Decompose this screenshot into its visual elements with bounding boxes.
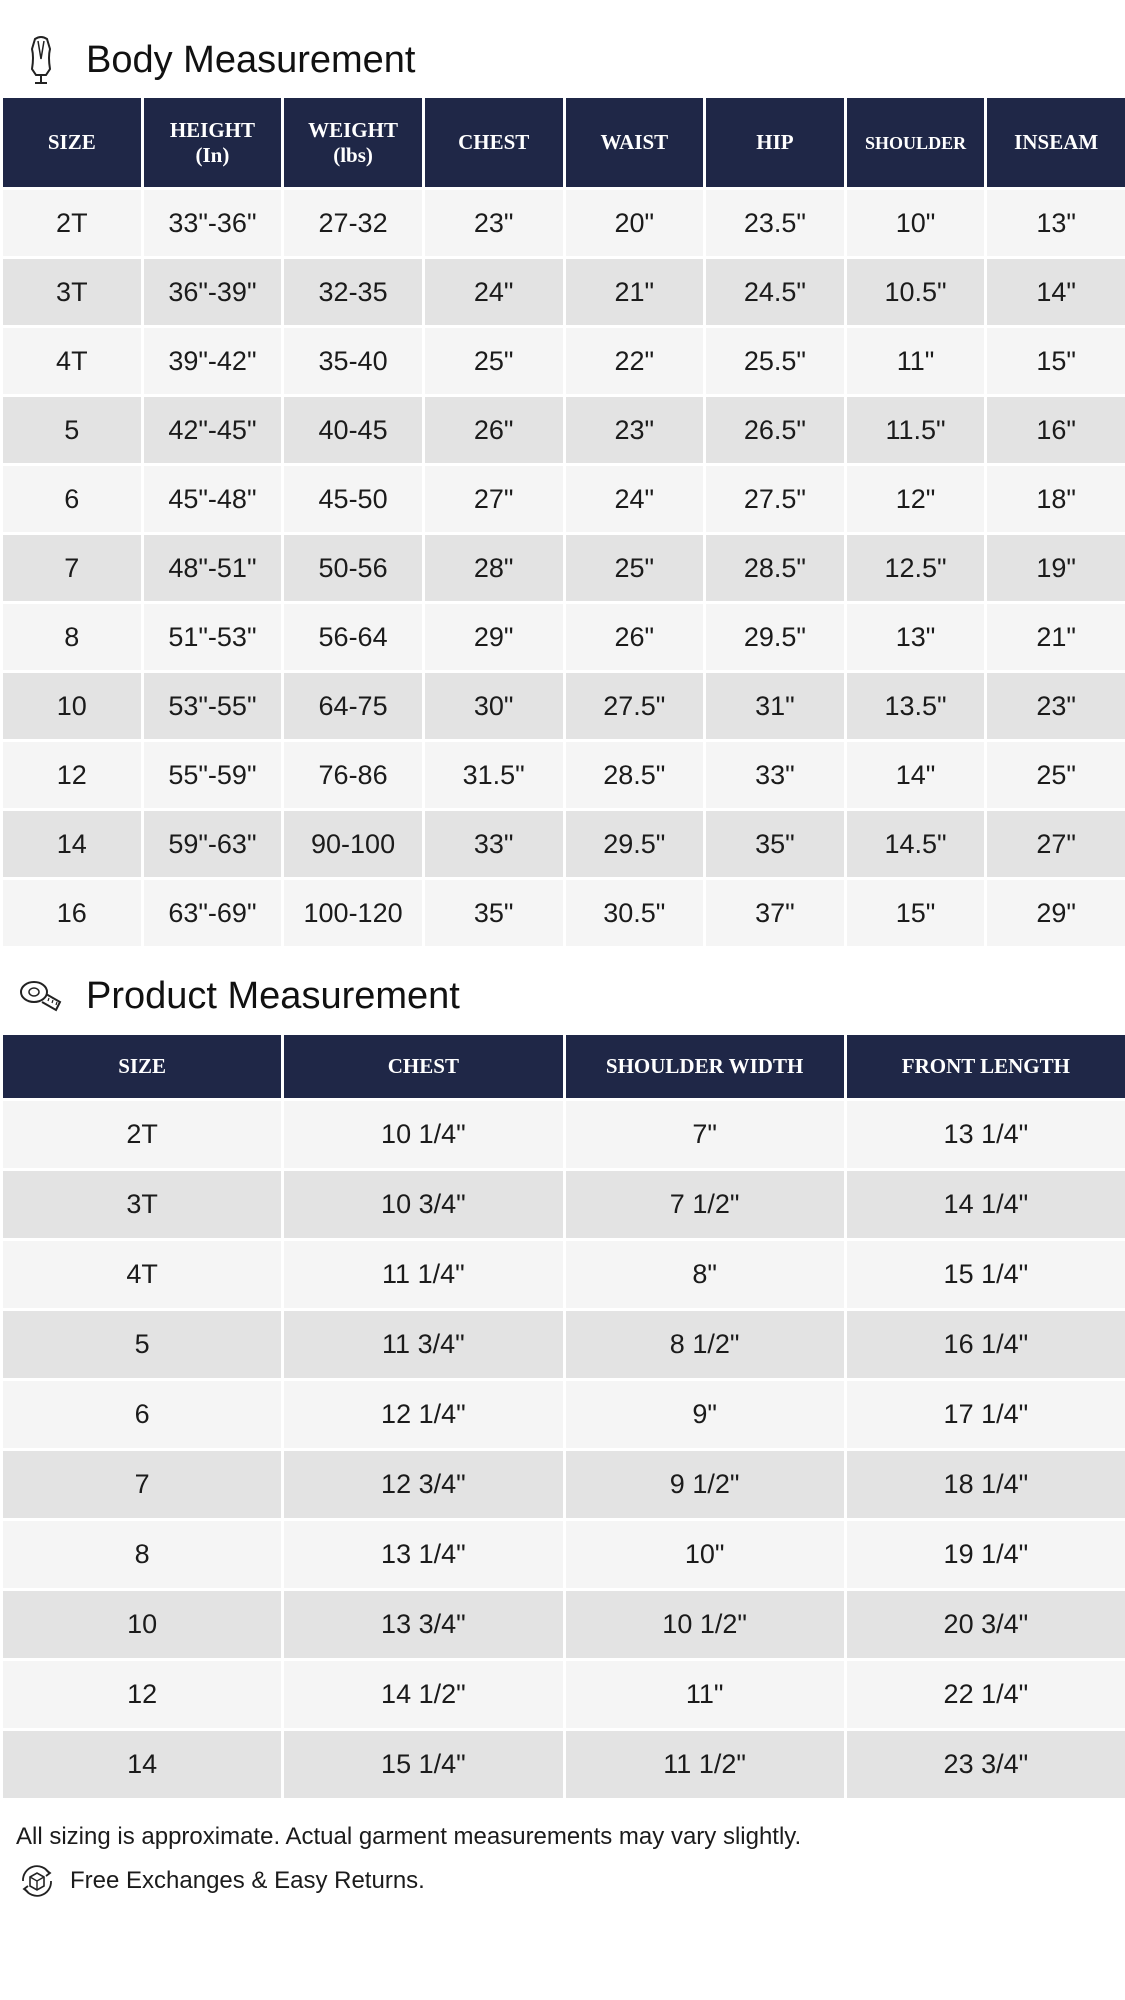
table-cell: 20 3/4" — [847, 1591, 1125, 1658]
table-cell: 33"-36" — [144, 190, 282, 256]
table-row — [3, 535, 1125, 601]
table-cell: 29.5" — [706, 604, 844, 670]
table-cell: 59"-63" — [144, 811, 282, 877]
table-cell: 13.5" — [847, 673, 985, 739]
table-cell: 31" — [706, 673, 844, 739]
table-cell: 35" — [425, 880, 563, 946]
table-row — [3, 673, 1125, 739]
table-cell: 64-75 — [284, 673, 422, 739]
table-cell: 14 — [3, 811, 141, 877]
table-cell: 11 1/4" — [284, 1241, 562, 1308]
table-row — [3, 742, 1125, 808]
table-cell: 18" — [987, 466, 1125, 532]
table-cell: 28" — [425, 535, 563, 601]
table-cell: 15" — [847, 880, 985, 946]
table-cell: 25" — [425, 328, 563, 394]
table-cell: 8" — [566, 1241, 844, 1308]
table-cell: 30" — [425, 673, 563, 739]
table-cell: 12 — [3, 742, 141, 808]
table-cell: 19 1/4" — [847, 1521, 1125, 1588]
table-cell: 5 — [3, 1311, 281, 1378]
table-cell: 10" — [566, 1521, 844, 1588]
header-shoulder-width: SHOULDER WIDTH — [566, 1035, 844, 1098]
table-cell: 14 1/2" — [284, 1661, 562, 1728]
table-cell: 24.5" — [706, 259, 844, 325]
table-cell: 14.5" — [847, 811, 985, 877]
product-measurement-title: Product Measurement — [86, 974, 460, 1017]
table-cell: 31.5" — [425, 742, 563, 808]
table-cell: 25.5" — [706, 328, 844, 394]
product-measurement-heading — [18, 966, 460, 1026]
table-cell: 51"-53" — [144, 604, 282, 670]
product-table-header-row — [3, 1035, 1125, 1098]
body-measurement-heading — [18, 30, 416, 90]
table-cell: 29" — [987, 880, 1125, 946]
table-cell: 13" — [847, 604, 985, 670]
table-cell: 12 3/4" — [284, 1451, 562, 1518]
table-cell: 23" — [425, 190, 563, 256]
table-cell: 3T — [3, 259, 141, 325]
table-row — [3, 1381, 1125, 1448]
table-row — [3, 811, 1125, 877]
sizing-disclaimer: All sizing is approximate. Actual garment measurements may vary slightly. — [16, 1823, 802, 1850]
table-cell: 17 1/4" — [847, 1381, 1125, 1448]
table-cell: 14 — [3, 1731, 281, 1798]
table-cell: 3T — [3, 1171, 281, 1238]
table-cell: 11" — [847, 328, 985, 394]
table-cell: 26" — [566, 604, 704, 670]
table-cell: 7" — [566, 1101, 844, 1168]
table-cell: 27" — [425, 466, 563, 532]
table-cell: 16 1/4" — [847, 1311, 1125, 1378]
table-row — [3, 1521, 1125, 1588]
table-cell: 11.5" — [847, 397, 985, 463]
table-cell: 8 — [3, 604, 141, 670]
table-cell: 13" — [987, 190, 1125, 256]
returns-text: Free Exchanges & Easy Returns. — [70, 1867, 425, 1894]
table-cell: 13 1/4" — [284, 1521, 562, 1588]
table-cell: 7 — [3, 535, 141, 601]
table-cell: 10.5" — [847, 259, 985, 325]
header-chest: CHEST — [425, 98, 563, 187]
table-cell: 35-40 — [284, 328, 422, 394]
table-cell: 18 1/4" — [847, 1451, 1125, 1518]
table-cell: 37" — [706, 880, 844, 946]
table-cell: 39"-42" — [144, 328, 282, 394]
table-cell: 50-56 — [284, 535, 422, 601]
header-front-length: FRONT LENGTH — [847, 1035, 1125, 1098]
table-cell: 15" — [987, 328, 1125, 394]
table-cell: 100-120 — [284, 880, 422, 946]
table-cell: 27" — [987, 811, 1125, 877]
table-row — [3, 259, 1125, 325]
table-cell: 11" — [566, 1661, 844, 1728]
table-cell: 26" — [425, 397, 563, 463]
header-height: HEIGHT (In) — [144, 98, 282, 187]
table-cell: 42"-45" — [144, 397, 282, 463]
table-cell: 8 1/2" — [566, 1311, 844, 1378]
table-row — [3, 880, 1125, 946]
header-inseam: INSEAM — [987, 98, 1125, 187]
table-row — [3, 1661, 1125, 1728]
body-table-header-row — [3, 98, 1125, 187]
table-cell: 10 3/4" — [284, 1171, 562, 1238]
table-cell: 21" — [566, 259, 704, 325]
table-cell: 14" — [847, 742, 985, 808]
table-cell: 2T — [3, 1101, 281, 1168]
table-cell: 12" — [847, 466, 985, 532]
header-size: SIZE — [3, 1035, 281, 1098]
table-cell: 5 — [3, 397, 141, 463]
table-cell: 20" — [566, 190, 704, 256]
table-cell: 27-32 — [284, 190, 422, 256]
table-cell: 63"-69" — [144, 880, 282, 946]
table-cell: 29" — [425, 604, 563, 670]
table-cell: 90-100 — [284, 811, 422, 877]
body-measurement-table — [0, 95, 1125, 949]
table-cell: 16 — [3, 880, 141, 946]
table-cell: 10 1/2" — [566, 1591, 844, 1658]
table-cell: 10 1/4" — [284, 1101, 562, 1168]
table-cell: 11 1/2" — [566, 1731, 844, 1798]
table-cell: 10 — [3, 673, 141, 739]
table-cell: 28.5" — [566, 742, 704, 808]
table-cell: 13 1/4" — [847, 1101, 1125, 1168]
table-cell: 76-86 — [284, 742, 422, 808]
header-hip: HIP — [706, 98, 844, 187]
table-row — [3, 1171, 1125, 1238]
header-shoulder: SHOULDER — [847, 98, 985, 187]
header-waist: WAIST — [566, 98, 704, 187]
table-cell: 21" — [987, 604, 1125, 670]
table-cell: 24" — [425, 259, 563, 325]
table-cell: 10 — [3, 1591, 281, 1658]
table-cell: 53"-55" — [144, 673, 282, 739]
header-chest: CHEST — [284, 1035, 562, 1098]
table-cell: 25" — [566, 535, 704, 601]
table-cell: 12 1/4" — [284, 1381, 562, 1448]
box-return-icon — [16, 1860, 58, 1902]
table-cell: 48"-51" — [144, 535, 282, 601]
table-row — [3, 1311, 1125, 1378]
table-cell: 30.5" — [566, 880, 704, 946]
table-cell: 27.5" — [706, 466, 844, 532]
table-cell: 23" — [566, 397, 704, 463]
returns-info — [16, 1860, 425, 1902]
table-cell: 7 1/2" — [566, 1171, 844, 1238]
table-cell: 15 1/4" — [847, 1241, 1125, 1308]
table-cell: 23 3/4" — [847, 1731, 1125, 1798]
table-cell: 29.5" — [566, 811, 704, 877]
table-cell: 22 1/4" — [847, 1661, 1125, 1728]
table-row — [3, 328, 1125, 394]
table-cell: 56-64 — [284, 604, 422, 670]
table-cell: 32-35 — [284, 259, 422, 325]
table-cell: 10" — [847, 190, 985, 256]
table-cell: 12 — [3, 1661, 281, 1728]
table-cell: 9 1/2" — [566, 1451, 844, 1518]
table-row — [3, 1241, 1125, 1308]
product-measurement-table — [0, 1032, 1125, 1801]
table-row — [3, 1451, 1125, 1518]
table-cell: 14" — [987, 259, 1125, 325]
table-cell: 4T — [3, 328, 141, 394]
table-cell: 28.5" — [706, 535, 844, 601]
table-cell: 12.5" — [847, 535, 985, 601]
table-cell: 9" — [566, 1381, 844, 1448]
table-cell: 14 1/4" — [847, 1171, 1125, 1238]
table-cell: 15 1/4" — [284, 1731, 562, 1798]
table-row — [3, 190, 1125, 256]
table-cell: 4T — [3, 1241, 281, 1308]
table-cell: 45-50 — [284, 466, 422, 532]
table-cell: 24" — [566, 466, 704, 532]
body-measurement-title: Body Measurement — [86, 38, 416, 81]
table-cell: 33" — [706, 742, 844, 808]
table-cell: 6 — [3, 466, 141, 532]
table-cell: 25" — [987, 742, 1125, 808]
table-cell: 55"-59" — [144, 742, 282, 808]
table-cell: 23" — [987, 673, 1125, 739]
header-size: SIZE — [3, 98, 141, 187]
table-cell: 27.5" — [566, 673, 704, 739]
table-cell: 2T — [3, 190, 141, 256]
table-cell: 40-45 — [284, 397, 422, 463]
table-cell: 36"-39" — [144, 259, 282, 325]
table-cell: 8 — [3, 1521, 281, 1588]
header-weight: WEIGHT (lbs) — [284, 98, 422, 187]
table-cell: 16" — [987, 397, 1125, 463]
measuring-tape-icon — [18, 971, 64, 1021]
table-cell: 23.5" — [706, 190, 844, 256]
table-row — [3, 604, 1125, 670]
table-cell: 7 — [3, 1451, 281, 1518]
table-cell: 13 3/4" — [284, 1591, 562, 1658]
table-row — [3, 1101, 1125, 1168]
table-row — [3, 1731, 1125, 1798]
table-cell: 22" — [566, 328, 704, 394]
table-row — [3, 466, 1125, 532]
table-row — [3, 397, 1125, 463]
table-cell: 11 3/4" — [284, 1311, 562, 1378]
table-cell: 6 — [3, 1381, 281, 1448]
table-cell: 26.5" — [706, 397, 844, 463]
table-cell: 19" — [987, 535, 1125, 601]
dress-form-icon — [18, 35, 64, 85]
table-cell: 45"-48" — [144, 466, 282, 532]
table-cell: 35" — [706, 811, 844, 877]
table-cell: 33" — [425, 811, 563, 877]
table-row — [3, 1591, 1125, 1658]
